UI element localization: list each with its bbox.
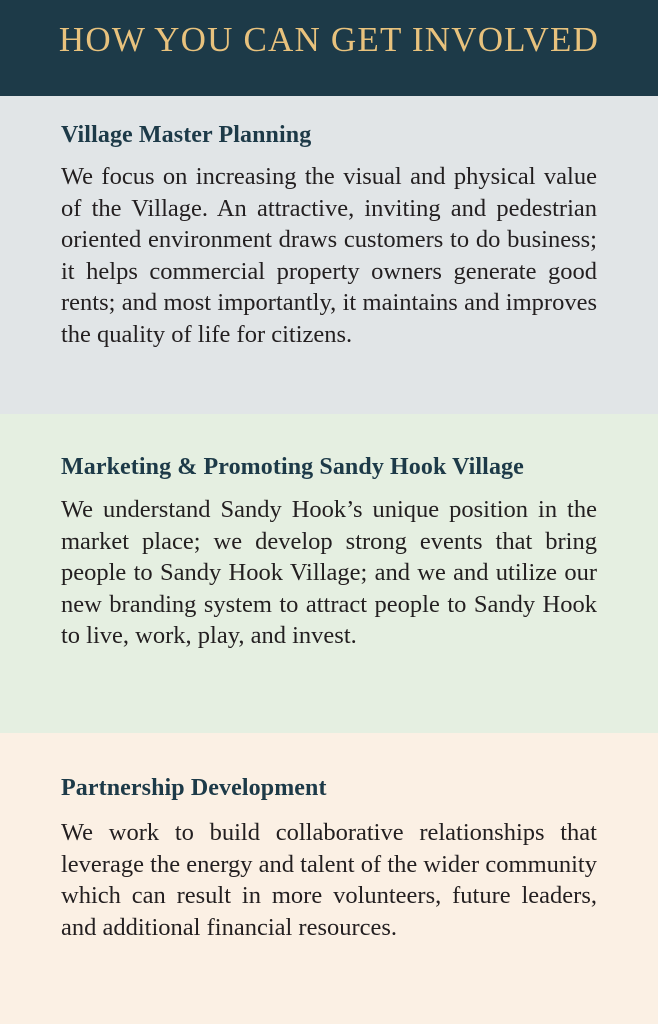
section-title: Village Master Planning xyxy=(61,122,312,148)
section-village-master-planning xyxy=(0,96,658,414)
section-marketing-promoting xyxy=(0,414,658,733)
section-body: We understand Sandy Hook’s unique position in the market place; we develop strong events that bring people to Sandy Hook Village; and we and utilize our new branding system to attract people to Sandy Hook to live, work, play, and invest. xyxy=(61,496,597,649)
section-body: We focus on increasing the visual and physical value of the Village. An attractive, inviting and pedestrian oriented environment draws customers to do business; it helps commercial property owners generate good rents; and most importantly, it maintains and improves the quality of life for citizens. xyxy=(61,163,597,348)
header-banner xyxy=(0,0,658,96)
section-title: Partnership Development xyxy=(61,775,327,801)
section-body: We work to build collaborative relationships that leverage the energy and talent of the wider community which can result in more volunteers, future leaders, and additional financial resources. xyxy=(61,819,597,941)
section-title: Marketing & Promoting Sandy Hook Village xyxy=(61,454,524,480)
page-title: HOW YOU CAN GET INVOLVED xyxy=(58,20,600,59)
section-partnership-development xyxy=(0,733,658,1024)
